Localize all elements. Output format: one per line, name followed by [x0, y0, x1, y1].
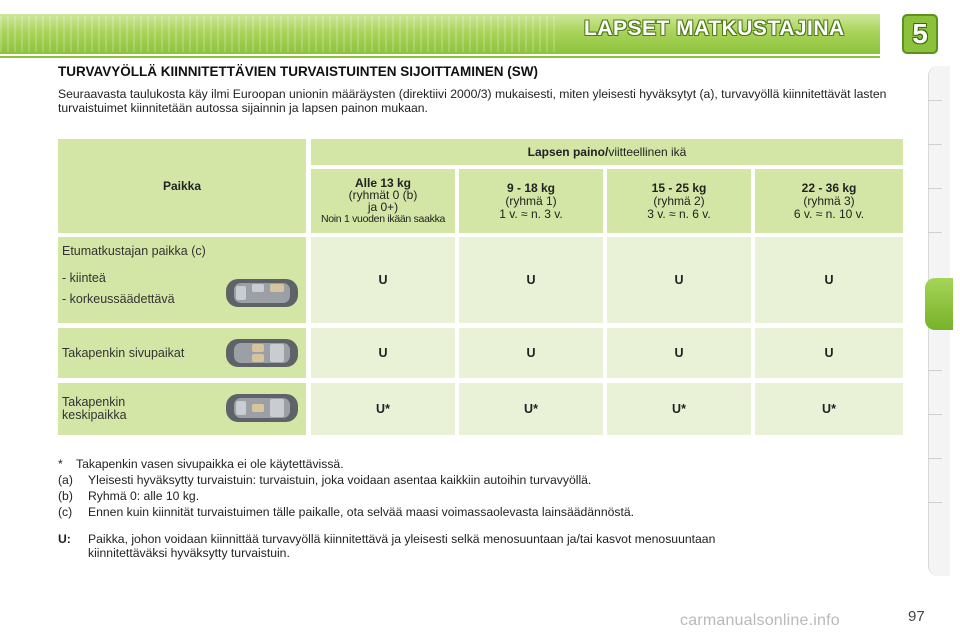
cell-u: U	[755, 328, 903, 378]
place-header-label: Paikka	[162, 179, 202, 193]
chapter-title: LAPSET MATKUSTAJINA	[584, 17, 845, 40]
intro-paragraph: Seuraavasta taulukosta käy ilmi Euroopan unionin määräysten (direktiivi 2000/3) mukaisesti, miten yleisesti hyväksytyt (a), turvavyöllä kiinnitettävät lasten turvaistuimet kiinnitetään autossa sijainnin ja lapsen painon mukaan.	[58, 87, 887, 115]
group-age-note: Noin 1 vuoden ikään saakka	[320, 213, 446, 225]
group-line: 1 v. ≈ n. 3 v.	[499, 206, 563, 221]
group-line: (ryhmä 1)	[505, 193, 557, 208]
cell-u: U	[459, 237, 603, 323]
section-title: TURVAVYÖLLÄ KIINNITETTÄVIEN TURVAISTUINTEN SIJOITTAMINEN (SW)	[58, 64, 539, 79]
cell-u: U	[607, 328, 751, 378]
tab-divider	[928, 370, 942, 371]
watermark: carmanualsonline.info	[680, 612, 840, 629]
footnote-text: Ennen kuin kiinnität turvaistuimen tälle paikalle, ota selvää maasi voimassaolevasta lainsäädännöstä.	[88, 505, 635, 519]
footnote-text: Ryhmä 0: alle 10 kg.	[88, 489, 200, 503]
group-3-header	[755, 169, 903, 233]
group-line: (ryhmät 0 (b)	[348, 188, 418, 202]
cell-u-star: U*	[607, 383, 751, 435]
group-line: 3 v. ≈ n. 6 v.	[647, 206, 711, 221]
row-label: keskipaikka	[62, 408, 127, 422]
car-seat-front-icon	[222, 274, 302, 312]
footnote-text: Yleisesti hyväksytty turvaistuin: turvaistuin, joka voidaan asentaa kaikkiin autoihin turvavyöllä.	[88, 473, 592, 487]
page-number: 97	[908, 608, 925, 625]
tab-divider	[928, 502, 942, 503]
u-definition-line: Paikka, johon voidaan kiinnittää turvavyöllä kiinnitettävä ja yleisesti selkä menosuuntaan ja/tai kasvot menosuuntaan	[88, 532, 716, 546]
cell-u: U	[311, 328, 455, 378]
weight-header-rest: viitteellinen ikä	[608, 145, 687, 159]
cell-u: U	[755, 237, 903, 323]
row-label: Etumatkustajan paikka (c)	[62, 244, 206, 258]
tab-divider	[928, 144, 942, 145]
footnote-key: (b)	[58, 489, 73, 503]
footnote-key: *	[58, 457, 63, 471]
group-line: (ryhmä 3)	[803, 193, 855, 208]
group-2-header	[607, 169, 751, 233]
weight-header	[311, 139, 903, 165]
car-seat-rear-side-icon	[222, 334, 302, 372]
place-header	[58, 139, 306, 233]
weight-header-bold: Lapsen paino/	[527, 145, 609, 159]
row-label: Takapenkin	[62, 395, 126, 409]
row-sublabel: - kiinteä	[62, 271, 106, 285]
row-label: Takapenkin sivupaikat	[62, 346, 185, 360]
group-1-header	[459, 169, 603, 233]
footnote-key: (c)	[58, 505, 73, 519]
group-line: ja 0+)	[367, 200, 399, 214]
cell-u: U	[607, 237, 751, 323]
cell-u-star: U*	[755, 383, 903, 435]
group-weight: 22 - 36 kg	[801, 180, 857, 195]
row-sublabel: - korkeussäädettävä	[62, 292, 175, 306]
group-line: 6 v. ≈ n. 10 v.	[793, 206, 865, 221]
footnote-key: (a)	[58, 473, 73, 487]
cell-u-star: U*	[311, 383, 455, 435]
group-line: (ryhmä 2)	[653, 193, 705, 208]
u-definition-key: U:	[58, 532, 71, 546]
u-definition-line: kiinnitettäväksi hyväksytty turvaistuin.	[88, 546, 290, 560]
chapter-tab-active[interactable]	[925, 278, 953, 330]
tab-divider	[928, 458, 942, 459]
group-weight: 9 - 18 kg	[506, 180, 556, 195]
group-weight: Alle 13 kg	[354, 176, 412, 190]
header-stripes	[0, 16, 560, 52]
tab-divider	[928, 232, 942, 233]
group-0-header	[311, 169, 455, 233]
tab-divider	[928, 188, 942, 189]
car-seat-rear-middle-icon	[222, 389, 302, 427]
footnote-text: Takapenkin vasen sivupaikka ei ole käytettävissä.	[76, 457, 344, 471]
cell-u: U	[311, 237, 455, 323]
tab-divider	[928, 100, 942, 101]
tab-divider	[928, 414, 942, 415]
cell-u-star: U*	[459, 383, 603, 435]
cell-u: U	[459, 328, 603, 378]
group-weight: 15 - 25 kg	[651, 180, 707, 195]
chapter-number-badge: 5	[902, 14, 938, 54]
